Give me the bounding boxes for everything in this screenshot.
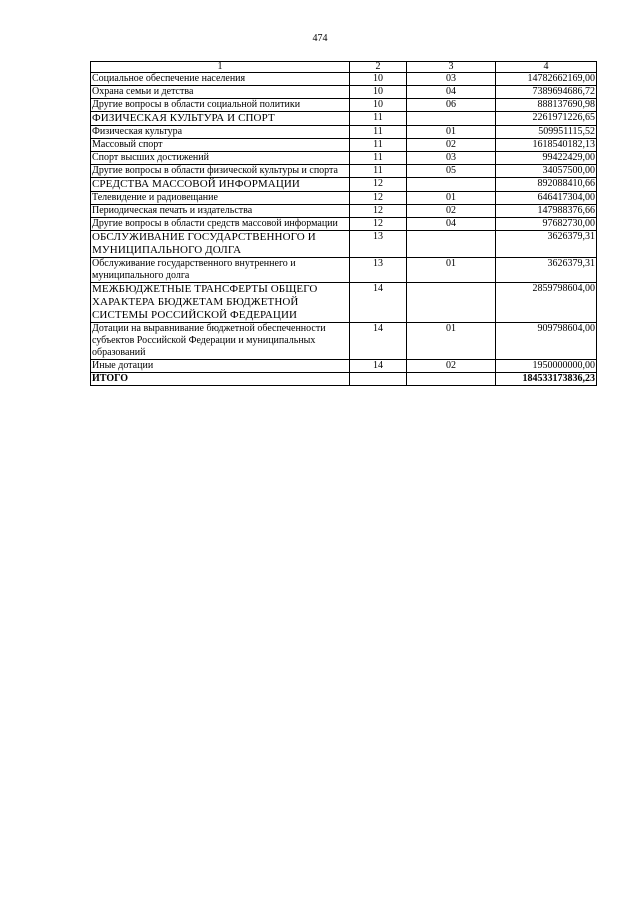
row-amount: 99422429,00 [496, 152, 597, 165]
row-section: 14 [350, 283, 407, 323]
row-section: 12 [350, 218, 407, 231]
row-subsection [407, 112, 496, 126]
row-subsection: 06 [407, 99, 496, 112]
row-name: Дотации на выравнивание бюджетной обеспеченности субъектов Российской Федерации и муниципальных образований [91, 323, 350, 360]
row-amount: 3626379,31 [496, 258, 597, 283]
row-name: Массовый спорт [91, 139, 350, 152]
row-subsection: 01 [407, 258, 496, 283]
row-section: 11 [350, 152, 407, 165]
row-section: 11 [350, 139, 407, 152]
page-number: 474 [312, 33, 328, 44]
table-row [91, 126, 597, 139]
row-subsection: 04 [407, 86, 496, 99]
table-row-section [91, 231, 597, 258]
row-section: 14 [350, 323, 407, 360]
row-amount: 3626379,31 [496, 231, 597, 258]
row-amount: 97682730,00 [496, 218, 597, 231]
row-amount: 14782662169,00 [496, 73, 597, 86]
row-section: 10 [350, 86, 407, 99]
row-subsection: 01 [407, 192, 496, 205]
row-subsection: 01 [407, 323, 496, 360]
table-row-section [91, 112, 597, 126]
row-name: Телевидение и радиовещание [91, 192, 350, 205]
row-subsection: 04 [407, 218, 496, 231]
table-row-section [91, 283, 597, 323]
row-section: 11 [350, 126, 407, 139]
table-row [91, 258, 597, 283]
row-name: СРЕДСТВА МАССОВОЙ ИНФОРМАЦИИ [91, 178, 350, 192]
column-header-subsection: 3 [407, 62, 496, 73]
row-name: Периодическая печать и издательства [91, 205, 350, 218]
row-amount: 909798604,00 [496, 323, 597, 360]
row-section: 12 [350, 178, 407, 192]
row-name: Физическая культура [91, 126, 350, 139]
row-amount: 2859798604,00 [496, 283, 597, 323]
row-amount: 34057500,00 [496, 165, 597, 178]
table-row [91, 218, 597, 231]
row-name: Другие вопросы в области физической культуры и спорта [91, 165, 350, 178]
row-amount: 147988376,66 [496, 205, 597, 218]
row-subsection: 02 [407, 205, 496, 218]
table-row [91, 165, 597, 178]
row-amount: 1618540182,13 [496, 139, 597, 152]
row-section: 13 [350, 231, 407, 258]
table-row-section [91, 178, 597, 192]
table-row [91, 152, 597, 165]
row-section: 11 [350, 112, 407, 126]
row-section: 10 [350, 99, 407, 112]
table-row [91, 205, 597, 218]
row-name: Спорт высших достижений [91, 152, 350, 165]
row-subsection [407, 283, 496, 323]
row-subsection: 02 [407, 139, 496, 152]
row-amount: 1950000000,00 [496, 360, 597, 373]
row-subsection: 01 [407, 126, 496, 139]
row-section: 10 [350, 73, 407, 86]
row-name: ОБСЛУЖИВАНИЕ ГОСУДАРСТВЕННОГО И МУНИЦИПАЛЬНОГО ДОЛГА [91, 231, 350, 258]
column-header-section: 2 [350, 62, 407, 73]
column-header-name: 1 [91, 62, 350, 73]
row-section: 12 [350, 205, 407, 218]
row-section [350, 373, 407, 386]
table-row [91, 86, 597, 99]
total-label: ИТОГО [91, 373, 350, 386]
table-row [91, 323, 597, 360]
row-section: 14 [350, 360, 407, 373]
table-row [91, 73, 597, 86]
row-section: 13 [350, 258, 407, 283]
row-name: Другие вопросы в области социальной политики [91, 99, 350, 112]
row-subsection: 03 [407, 73, 496, 86]
row-amount: 509951115,52 [496, 126, 597, 139]
table-row [91, 192, 597, 205]
row-subsection [407, 373, 496, 386]
table-header-row [91, 62, 597, 73]
row-name: Социальное обеспечение населения [91, 73, 350, 86]
row-subsection [407, 178, 496, 192]
row-amount: 892088410,66 [496, 178, 597, 192]
table-body [91, 73, 597, 386]
table-row [91, 99, 597, 112]
table-row [91, 360, 597, 373]
row-amount: 7389694686,72 [496, 86, 597, 99]
table-row-total [91, 373, 597, 386]
budget-table [90, 61, 597, 386]
total-amount: 184533173836,23 [496, 373, 597, 386]
row-subsection: 05 [407, 165, 496, 178]
row-section: 12 [350, 192, 407, 205]
row-section: 11 [350, 165, 407, 178]
row-subsection [407, 231, 496, 258]
row-subsection: 03 [407, 152, 496, 165]
row-name: Другие вопросы в области средств массовой информации [91, 218, 350, 231]
row-amount: 646417304,00 [496, 192, 597, 205]
row-amount: 888137690,98 [496, 99, 597, 112]
row-name: ФИЗИЧЕСКАЯ КУЛЬТУРА И СПОРТ [91, 112, 350, 126]
row-name: Иные дотации [91, 360, 350, 373]
row-subsection: 02 [407, 360, 496, 373]
row-name: Охрана семьи и детства [91, 86, 350, 99]
column-header-amount: 4 [496, 62, 597, 73]
table-row [91, 139, 597, 152]
row-name: МЕЖБЮДЖЕТНЫЕ ТРАНСФЕРТЫ ОБЩЕГО ХАРАКТЕРА БЮДЖЕТАМ БЮДЖЕТНОЙ СИСТЕМЫ РОССИЙСКОЙ ФЕДЕРАЦИИ [91, 283, 350, 323]
row-name: Обслуживание государственного внутреннего и муниципального долга [91, 258, 350, 283]
row-amount: 2261971226,65 [496, 112, 597, 126]
